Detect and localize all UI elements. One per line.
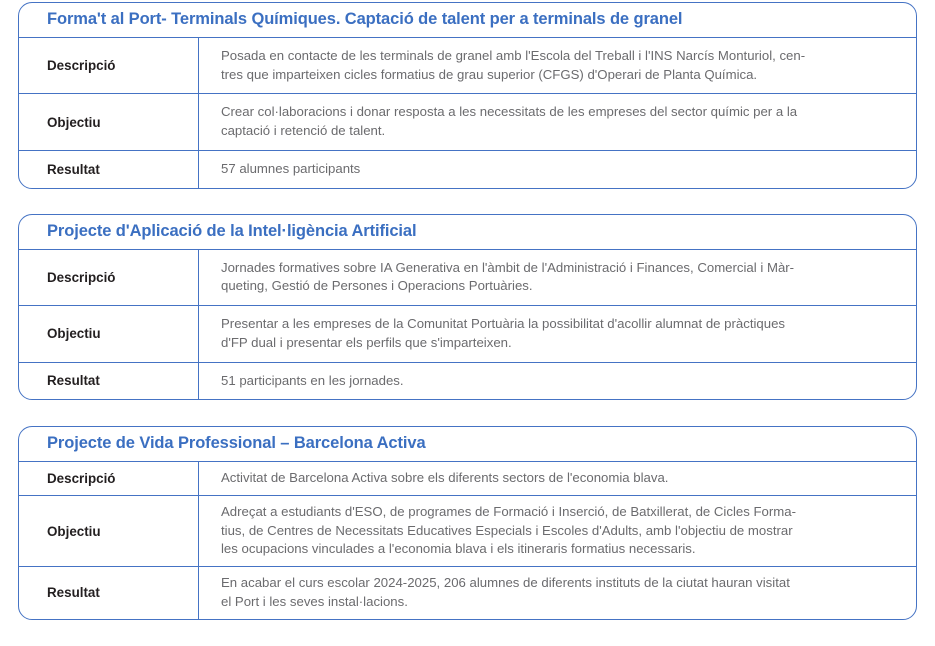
table-row xyxy=(19,567,916,618)
text-line: les ocupacions vinculades a l'economia blava i els itineraris formatius necessaris. xyxy=(221,541,696,557)
project-title: Projecte d'Aplicació de la Intel·ligència Artificial xyxy=(19,215,916,250)
text-line: tres que imparteixen cicles formatius de grau superior (CFGS) d'Operari de Planta Química. xyxy=(221,66,758,82)
text-line: d'FP dual i presentar els perfils que s'imparteixen. xyxy=(221,334,512,350)
row-label-objectiu: Objectiu xyxy=(19,306,199,361)
row-body-objectiu xyxy=(199,94,916,149)
text-line: En acabar el curs escolar 2024-2025, 206 alumnes de diferents instituts de la ciutat hauran visitat xyxy=(221,575,790,591)
row-body-objectiu xyxy=(199,496,916,566)
table-row xyxy=(19,462,916,496)
row-label-descripcio: Descripció xyxy=(19,38,199,93)
text-line: Activitat de Barcelona Activa sobre els diferents sectors de l'economia blava. xyxy=(221,470,669,486)
table-row xyxy=(19,94,916,150)
text-line: Jornades formatives sobre IA Generativa en l'àmbit de l'Administració i Finances, Comercial i Màr- xyxy=(221,259,795,275)
text-line: Posada en contacte de les terminals de granel amb l'Escola del Treball i l'INS Narcís Monturiol, cen- xyxy=(221,47,806,63)
table-row xyxy=(19,306,916,362)
project-title: Forma't al Port- Terminals Químiques. Captació de talent per a terminals de granel xyxy=(19,3,916,38)
row-label-descripcio: Descripció xyxy=(19,462,199,495)
row-body-resultat xyxy=(199,567,916,618)
row-body-resultat xyxy=(199,151,916,188)
project-card-1 xyxy=(18,2,917,189)
text-line: 51 participants en les jornades. xyxy=(221,372,404,388)
table-row xyxy=(19,151,916,188)
table-row xyxy=(19,250,916,306)
row-label-resultat: Resultat xyxy=(19,363,199,400)
row-label-resultat: Resultat xyxy=(19,567,199,618)
text-line: Crear col·laboracions i donar resposta a les necessitats de les empreses del sector químic per a la xyxy=(221,104,798,120)
row-body-resultat xyxy=(199,363,916,400)
row-label-resultat: Resultat xyxy=(19,151,199,188)
text-line: Adreçat a estudiants d'ESO, de programes de Formació i Inserció, de Batxillerat, de Cicles Forma- xyxy=(221,503,796,519)
text-line: captació i retenció de talent. xyxy=(221,123,386,139)
table-row xyxy=(19,363,916,400)
row-label-objectiu: Objectiu xyxy=(19,94,199,149)
row-body-descripcio xyxy=(199,250,916,305)
text-line: Presentar a les empreses de la Comunitat Portuària la possibilitat d'acollir alumnat de pràctiques xyxy=(221,316,786,332)
project-card-3 xyxy=(18,426,917,619)
row-label-descripcio: Descripció xyxy=(19,250,199,305)
text-line: el Port i les seves instal·lacions. xyxy=(221,593,408,609)
row-body-descripcio xyxy=(199,38,916,93)
text-line: queting, Gestió de Persones i Operacions Portuàries. xyxy=(221,278,533,294)
text-line: tius, de Centres de Necessitats Educatives Especials i Escoles d'Adults, amb l'objectiu de mostrar xyxy=(221,522,793,538)
row-body-objectiu xyxy=(199,306,916,361)
table-row xyxy=(19,38,916,94)
project-card-2 xyxy=(18,214,917,401)
text-line: 57 alumnes participants xyxy=(221,160,361,176)
project-title: Projecte de Vida Professional – Barcelona Activa xyxy=(19,427,916,462)
row-body-descripcio xyxy=(199,462,916,495)
row-label-objectiu: Objectiu xyxy=(19,496,199,566)
table-row xyxy=(19,496,916,567)
document-page xyxy=(0,2,935,646)
